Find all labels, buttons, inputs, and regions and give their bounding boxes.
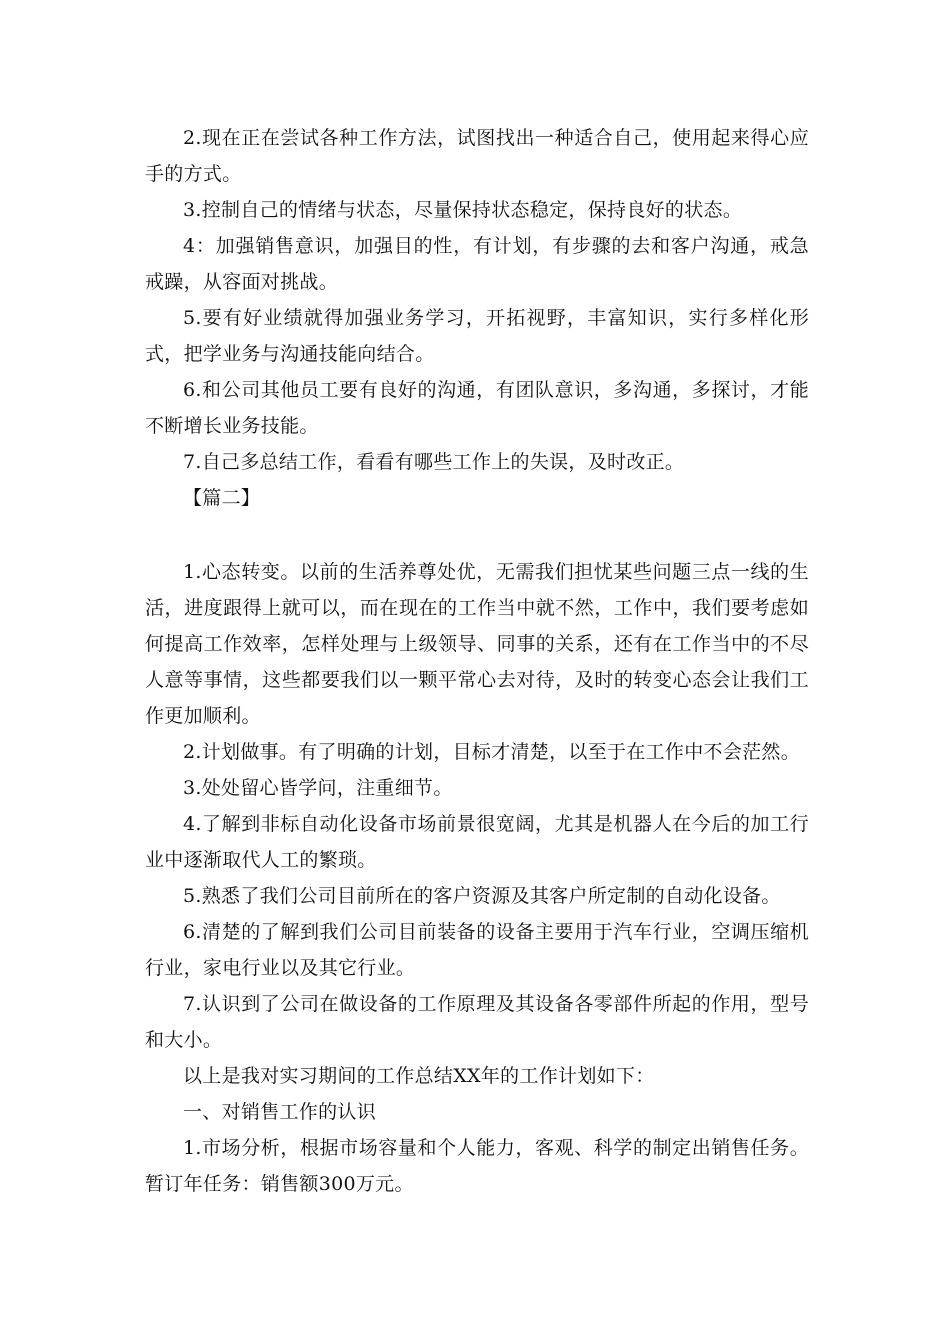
- paragraph-market-outlook: 4.了解到非标自动化设备市场前景很宽阔，尤其是机器人在今后的加工行业中逐渐取代人工的繁琐。: [145, 813, 809, 871]
- paragraph-summary: 7.自己多总结工作，看看有哪些工作上的失误，及时改正。: [183, 451, 685, 473]
- paragraph-details: 3.处处留心皆学问，注重细节。: [183, 777, 453, 799]
- paragraph-plan-intro: 以上是我对实习期间的工作总结XX年的工作计划如下：: [183, 1065, 655, 1087]
- paragraph-emotion: 3.控制自己的情绪与状态，尽量保持状态稳定，保持良好的状态。: [183, 199, 743, 221]
- paragraph-market-analysis: 1.市场分析，根据市场容量和个人能力，客观、科学的制定出销售任务。暂订年任务：销售额300万元。: [145, 1137, 809, 1195]
- paragraph-customers: 5.熟悉了我们公司目前所在的客户资源及其客户所定制的自动化设备。: [183, 885, 781, 907]
- subheading-sales-understanding: 一、对销售工作的认识: [183, 1101, 377, 1123]
- paragraph-method: 2.现在正在尝试各种工作方法，试图找出一种适合自己，使用起来得心应手的方式。: [145, 127, 809, 185]
- paragraph-business-study: 5.要有好业绩就得加强业务学习，开拓视野，丰富知识，实行多样化形式，把学业务与沟通技能向结合。: [145, 307, 809, 365]
- paragraph-mindset: 1.心态转变。以前的生活养尊处优，无需我们担忧某些问题三点一线的生活，进度跟得上就可以，而在现在的工作当中就不然，工作中，我们要考虑如何提高工作效率，怎样处理与上级领导、同事的关系，还有在工作当中的不尽人意等事情，这些都要我们以一颗平常心去对待，及时的转变心态会让我们工作更加顺利。: [145, 561, 809, 727]
- paragraph-planning: 2.计划做事。有了明确的计划，目标才清楚，以至于在工作中不会茫然。: [183, 741, 801, 763]
- paragraph-communication: 6.和公司其他员工要有良好的沟通，有团队意识，多沟通，多探讨，才能不断增长业务技能。: [145, 379, 809, 437]
- section-heading: 【篇二】: [183, 487, 261, 509]
- paragraph-industries: 6.清楚的了解到我们公司目前装备的设备主要用于汽车行业，空调压缩机行业，家电行业以及其它行业。: [145, 921, 809, 979]
- paragraph-sales-awareness: 4：加强销售意识，加强目的性，有计划，有步骤的去和客户沟通，戒急戒躁，从容面对挑战。: [145, 235, 809, 293]
- document-body: [145, 120, 809, 1202]
- paragraph-equipment: 7.认识到了公司在做设备的工作原理及其设备各零部件所起的作用，型号和大小。: [145, 993, 809, 1051]
